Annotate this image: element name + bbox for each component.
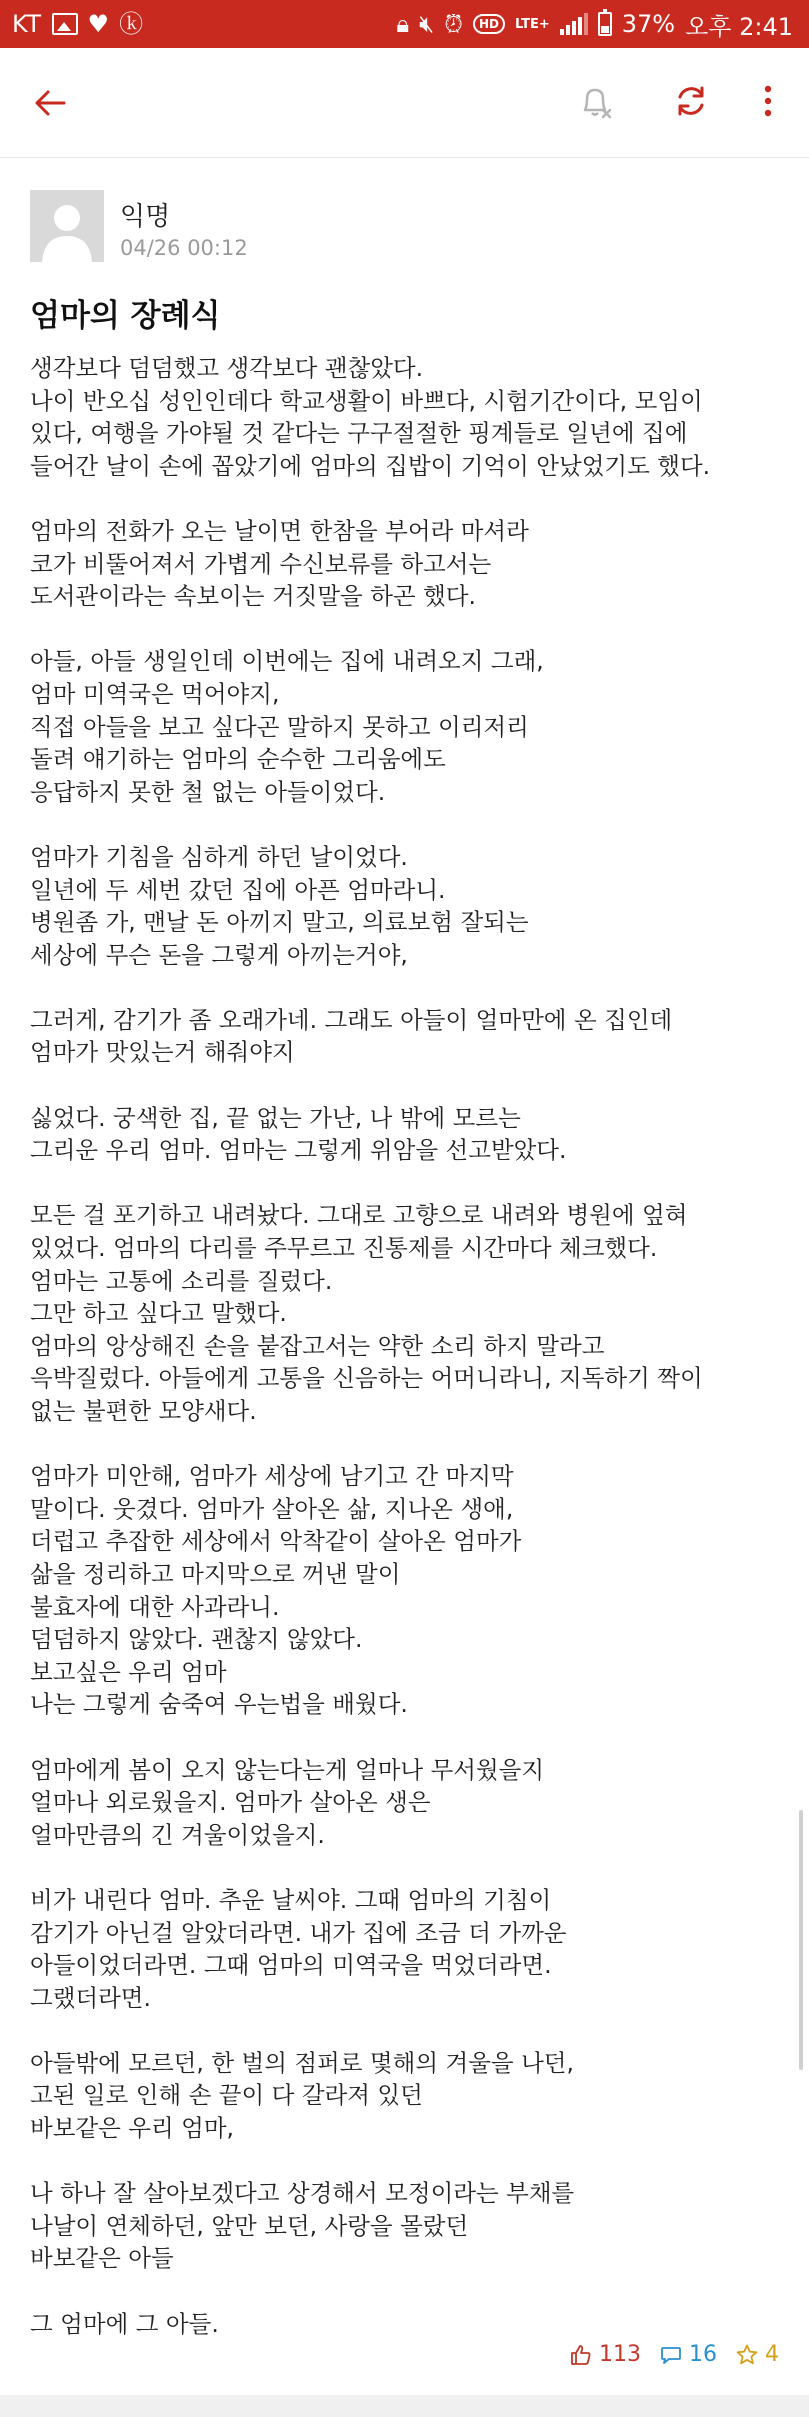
bottom-divider [0, 2395, 809, 2417]
battery-percent: 37% [621, 10, 676, 38]
scrollbar-thumb[interactable] [799, 1810, 803, 2070]
heart-icon: ♥ [87, 10, 110, 38]
post-date: 04/26 00:12 [120, 236, 248, 260]
more-vertical-icon [758, 79, 778, 123]
lock-icon: 🔒︎ [396, 10, 410, 38]
refresh-icon [669, 79, 713, 123]
more-options-button[interactable] [748, 78, 788, 124]
star-icon [735, 2343, 759, 2367]
comment-count: 16 [689, 2342, 717, 2367]
status-left [12, 10, 143, 38]
back-arrow-icon [28, 80, 74, 126]
post-header [30, 190, 790, 266]
app-notification-icon: ⓚ [119, 10, 144, 38]
carrier-label: KT [12, 10, 42, 38]
reaction-bar [569, 2342, 779, 2367]
notification-off-icon [573, 79, 617, 123]
refresh-button[interactable] [668, 78, 714, 124]
back-button[interactable] [28, 80, 74, 126]
comment-button[interactable] [659, 2342, 717, 2367]
alarm-icon: ⏰︎ [444, 10, 463, 38]
like-count: 113 [599, 2342, 641, 2367]
default-avatar-icon [30, 190, 104, 262]
author-name: 익명 [120, 202, 171, 232]
scrap-button[interactable] [735, 2342, 779, 2367]
hd-voice-icon: HD [473, 14, 505, 34]
signal-strength-icon [560, 13, 588, 35]
battery-icon [598, 12, 612, 36]
post-title: 엄마의 장례식 [30, 298, 221, 334]
status-bar [0, 0, 809, 48]
like-button[interactable] [569, 2342, 641, 2367]
gallery-icon [52, 13, 78, 35]
lte-indicator: LTE+ [514, 16, 550, 32]
scrap-count: 4 [765, 2342, 779, 2367]
comment-bubble-icon [659, 2343, 683, 2367]
avatar [30, 190, 104, 262]
app-toolbar [0, 48, 809, 158]
post-body: 생각보다 덤덤했고 생각보다 괜찮았다. 나이 반오십 성인인데다 학교생활이 바쁘다, 시험기간이다, 모임이 있다, 여행을 가야될 것 같다는 구구절절한 핑계들로 일년에 집에 들어간 날이 손에 꼽았기에 엄마의 집밥이 기억이 안났었기도 했다. 엄마의 전화가 오는 날이면 한참을 부어라 마셔라 코가 비뚤어져서 가볍게 수신보류를 하고서는 도서관이라는 속보이는 거짓말을 하곤 했다. 아들, 아들 생일인데 이번에는 집에 내려오지 그래, 엄마 미역국은 먹어야지, 직접 아들을 보고 싶다곤 말하지 못하고 이리저리 돌려 얘기하는 엄마의 순수한 그리움에도 응답하지 못한 철 없는 아들이었다. 엄마가 기침을 심하게 하던 날이었다. 일년에 두 세번 갔던 집에 아픈 엄마라니. 병원좀 가, 맨날 돈 아끼지 말고, 의료보험 잘되는 세상에 무슨 돈을 그렇게 아끼는거야, 그러게, 감기가 좀 오래가네. 그래도 아들이 얼마만에 온 집인데 엄마가 맛있는거 해줘야지 싫었다. 궁색한 집, 끝 없는 가난, 나 밖에 모르는 그리운 우리 엄마. 엄마는 그렇게 위암을 선고받았다. 모든 걸 포기하고 내려놨다. 그대로 고향으로 내려와 병원에 엎혀 있었다. 엄마의 다리를 주무르고 진통제를 시간마다 체크했다. 엄마는 고통에 소리를 질렀다. 그만 하고 싶다고 말했다. 엄마의 앙상해진 손을 붙잡고서는 약한 소리 하지 말라고 윽박질렀다. 아들에게 고통을 신음하는 어머니라니, 지독하기 짝이 없는 불편한 모양새다. 엄마가 미안해, 엄마가 세상에 남기고 간 마지막 말이다. 웃겼다. 엄마가 살아온 삶, 지나온 생애, 더럽고 추잡한 세상에서 악착같이 살아온 엄마가 삶을 정리하고 마지막으로 꺼낸 말이 불효자에 대한 사과라니. 덤덤하지 않았다. 괜찮지 않았다. 보고싶은 우리 엄마 나는 그렇게 숨죽여 우는법을 배웠다. 엄마에게 봄이 오지 않는다는게 얼마나 무서웠을지 얼마나 외로웠을지. 엄마가 살아온 생은 얼마만큼의 긴 겨울이었을지. 비가 내린다 엄마. 추운 날씨야. 그때 엄마의 기침이 감기가 아닌걸 알았더라면. 내가 집에 조금 더 가까운 아들이었더라면. 그때 엄마의 미역국을 먹었더라면. 그랬더라면. 아들밖에 모르던, 한 벌의 점퍼로 몇해의 겨울을 나던, 고된 일로 인해 손 끝이 다 갈라져 있던 바보같은 우리 엄마, 나 하나 잘 살아보겠다고 상경해서 모정이라는 부채를 나날이 연체하던, 앞만 보던, 사랑을 몰랐던 바보같은 아들 그 엄마에 그 아들. [30, 354, 711, 2338]
status-right [396, 7, 793, 42]
notification-toggle-button[interactable] [572, 78, 618, 124]
clock: 오후 2:41 [685, 12, 793, 41]
mute-icon: 🔇︎ [419, 10, 435, 38]
thumbs-up-icon [569, 2343, 593, 2367]
